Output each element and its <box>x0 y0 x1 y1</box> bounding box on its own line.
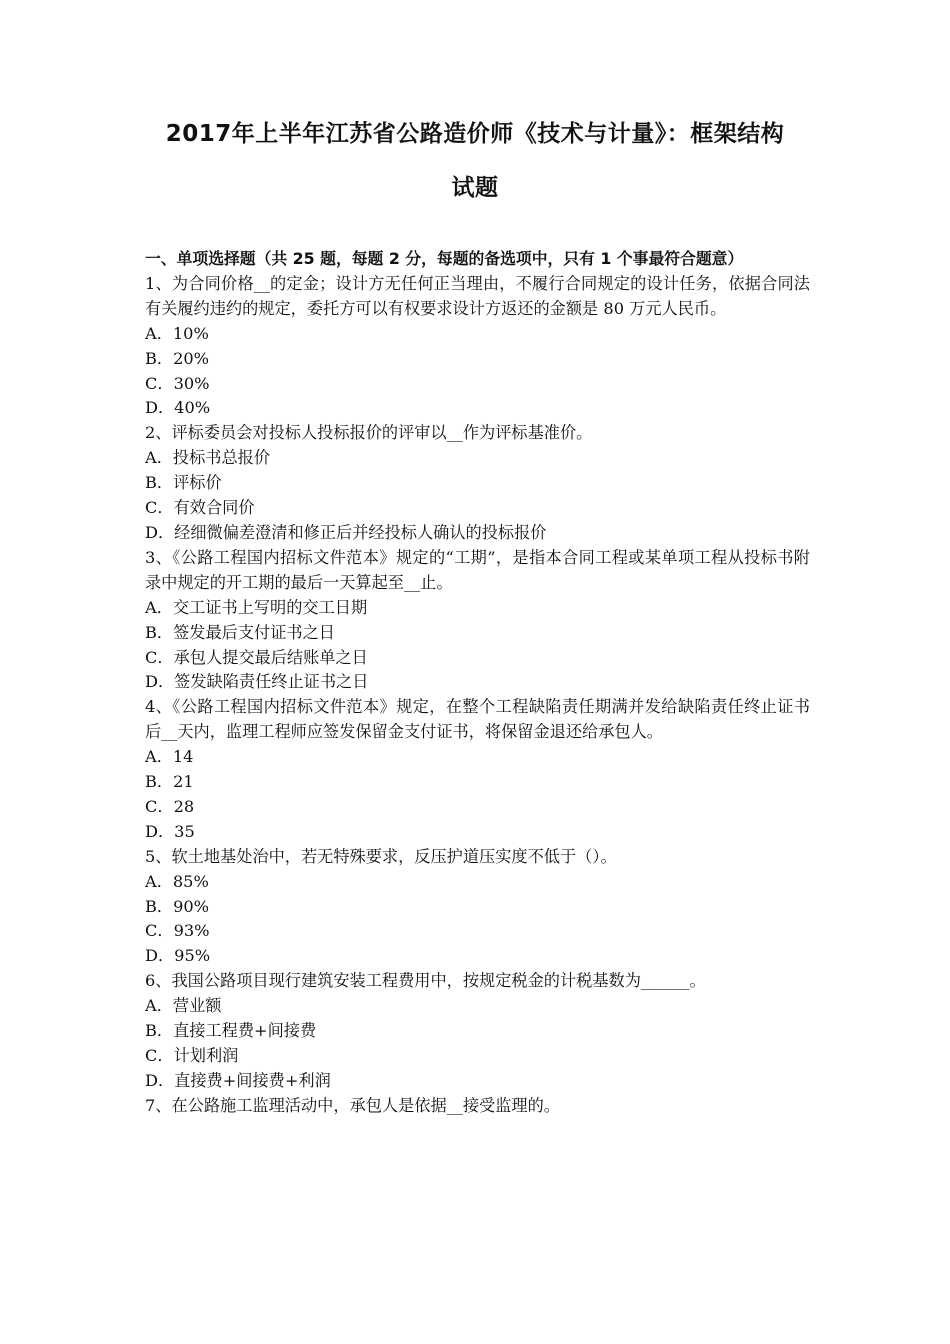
option-a: A．交工证书上写明的交工日期 <box>145 597 368 617</box>
option-a: A．投标书总报价 <box>145 448 271 468</box>
option-c: C．93% <box>145 921 210 941</box>
document-body <box>145 247 810 1119</box>
option-c: C．承包人提交最后结账单之日 <box>145 647 368 667</box>
question-4 <box>145 695 810 844</box>
question-2 <box>145 421 810 546</box>
option-a: A．10% <box>145 323 209 343</box>
option-b: B．评标价 <box>145 473 222 493</box>
question-text: 1、为合同价格__的定金；设计方无任何正当理由，不履行合同规定的设计任务，依据合同法有关履约违约的规定，委托方可以有权要求设计方返还的金额是 80 万元人民币。 <box>145 273 810 318</box>
option-d: D．35 <box>145 821 195 841</box>
document-title-continued: 试题 <box>451 175 499 201</box>
option-d: D．直接费+间接费+利润 <box>145 1070 331 1090</box>
option-b: B．直接工程费+间接费 <box>145 1021 317 1041</box>
option-c: C．28 <box>145 796 195 816</box>
option-d: D．95% <box>145 946 211 966</box>
question-text: 3、《公路工程国内招标文件范本》规定的“工期”，是指本合同工程或某单项工程从投标书附录中规定的开工期的最后一天算起至__止。 <box>145 547 810 592</box>
option-a: A．85% <box>145 871 209 891</box>
option-d: D．40% <box>145 398 211 418</box>
section-heading: 一、单项选择题（共 25 题，每题 2 分，每题的备选项中，只有 1 个事最符合题意） <box>145 249 744 268</box>
option-c: C．计划利润 <box>145 1046 239 1065</box>
document-title: 2017年上半年江苏省公路造价师《技术与计量》：框架结构 <box>165 121 785 147</box>
question-text: 2、评标委员会对投标人投标报价的评审以__作为评标基准价。 <box>145 423 593 443</box>
option-b: B．20% <box>145 348 210 368</box>
question-text: 5、软土地基处治中，若无特殊要求，反压护道压实度不低于（）。 <box>145 846 617 866</box>
option-a: A．14 <box>145 747 194 767</box>
question-text: 6、我国公路项目现行建筑安装工程费用中，按规定税金的计税基数为______。 <box>145 971 706 991</box>
question-6 <box>145 969 810 1094</box>
question-3 <box>145 546 810 695</box>
option-b: B．90% <box>145 896 210 916</box>
option-b: B．签发最后支付证书之日 <box>145 622 335 642</box>
question-5 <box>145 845 810 970</box>
option-d: D．经细微偏差澄清和修正后并经投标人确认的投标报价 <box>145 522 547 542</box>
question-1 <box>145 272 810 421</box>
question-text: 4、《公路工程国内招标文件范本》规定，在整个工程缺陷责任期满并发给缺陷责任终止证书后__天内，监理工程师应签发保留金支付证书，将保留金退还给承包人。 <box>145 697 810 742</box>
option-d: D．签发缺陷责任终止证书之日 <box>145 672 369 692</box>
option-c: C．30% <box>145 373 210 393</box>
option-b: B．21 <box>145 772 194 792</box>
question-7 <box>145 1094 810 1119</box>
option-a: A．营业额 <box>145 996 222 1016</box>
option-c: C．有效合同价 <box>145 498 255 518</box>
question-text: 7、在公路施工监理活动中，承包人是依据__接受监理的。 <box>145 1095 560 1115</box>
